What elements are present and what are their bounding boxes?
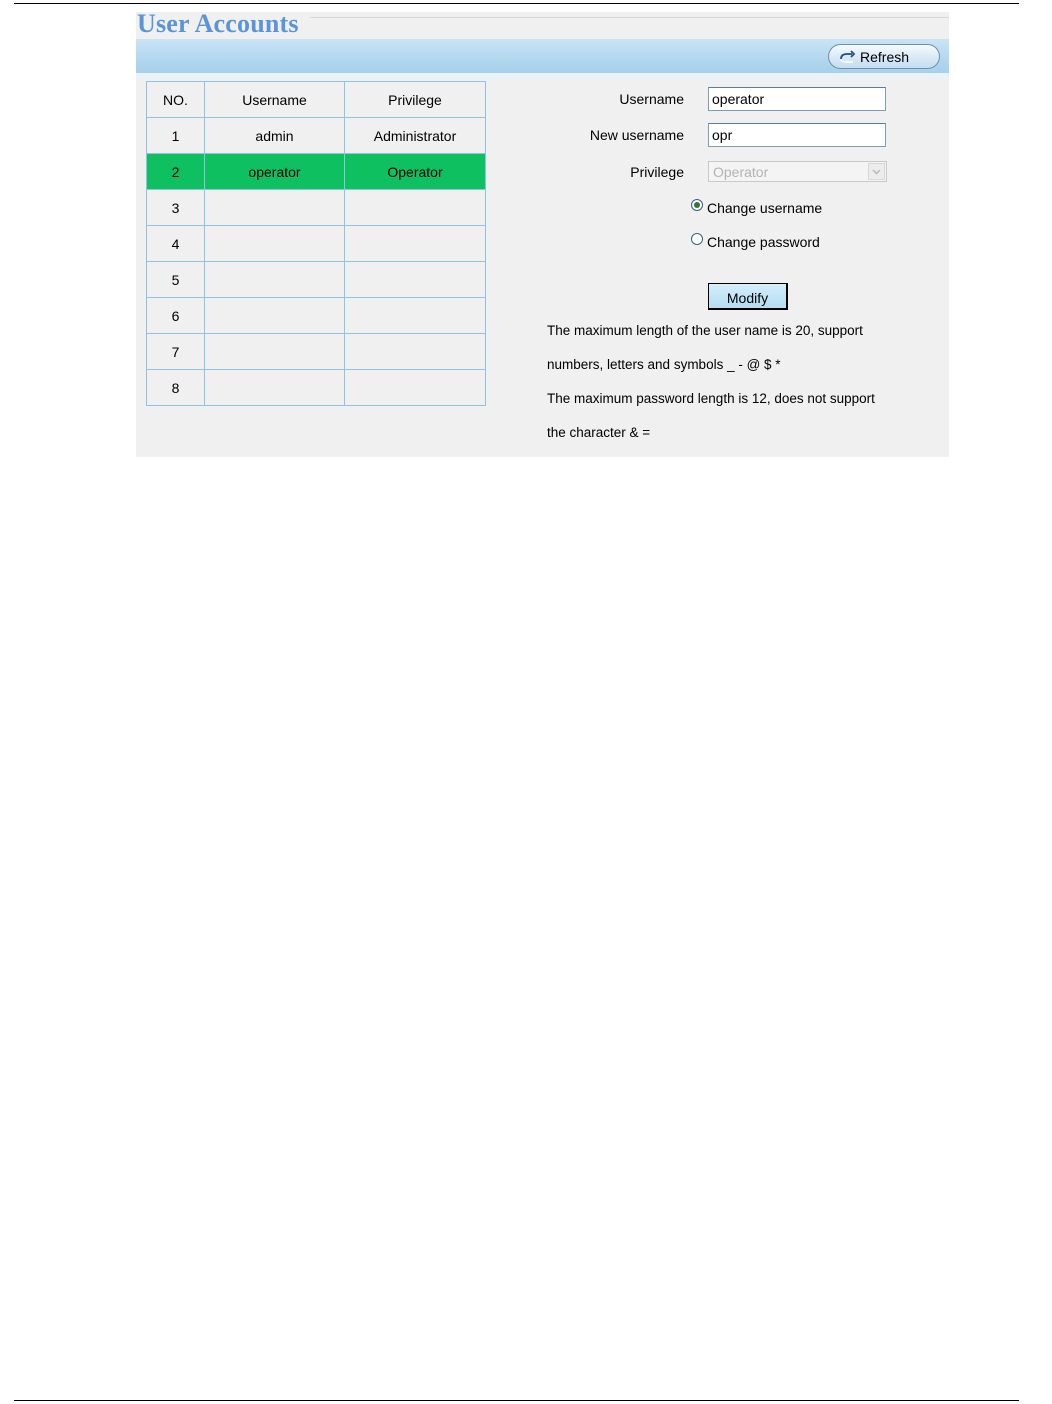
note-line: the character & = [547,425,651,440]
change-password-radio[interactable] [691,233,703,245]
refresh-arrow-icon [839,50,855,64]
row-no: 1 [147,118,205,154]
new-username-label: New username [589,127,684,143]
row-no: 6 [147,298,205,334]
row-privilege [345,334,486,370]
row-no: 7 [147,334,205,370]
privilege-label: Privilege [630,164,684,180]
table-row[interactable] [147,262,486,298]
note-line: The maximum password length is 12, does not support [547,391,875,406]
row-privilege [345,262,486,298]
note-line: numbers, letters and symbols _ - @ $ * [547,357,781,372]
table-header-row [147,82,486,118]
change-username-label[interactable]: Change username [707,200,823,216]
table-row[interactable] [147,298,486,334]
change-username-radio[interactable] [691,199,703,211]
privilege-select[interactable] [708,161,887,182]
radio-selected-dot [694,202,700,208]
row-no: 3 [147,190,205,226]
title-divider [310,17,949,18]
new-username-field[interactable] [708,123,886,147]
refresh-label: Refresh [860,49,910,65]
note-line: The maximum length of the user name is 20, support [547,323,863,338]
row-no: 2 [147,154,205,190]
row-username: operator [205,154,345,190]
row-privilege [345,370,486,406]
bottom-rule [14,1400,1019,1401]
row-no: 4 [147,226,205,262]
row-no: 5 [147,262,205,298]
row-username [205,334,345,370]
row-username [205,370,345,406]
page-title: User Accounts [137,9,299,38]
table-row[interactable] [147,190,486,226]
row-username: admin [205,118,345,154]
username-label: Username [619,91,684,107]
privilege-select-value: Operator [713,164,769,180]
refresh-button[interactable] [828,44,940,69]
row-username [205,226,345,262]
modify-button[interactable]: Modify [708,283,788,310]
row-no: 8 [147,370,205,406]
row-privilege: Administrator [345,118,486,154]
row-privilege [345,190,486,226]
table-row[interactable] [147,226,486,262]
row-privilege: Operator [345,154,486,190]
row-privilege [345,298,486,334]
row-username [205,190,345,226]
chevron-down-icon [868,163,885,180]
header-no: NO. [147,82,205,118]
top-rule [14,3,1019,4]
username-field[interactable] [708,87,886,111]
header-username: Username [205,82,345,118]
row-username [205,262,345,298]
change-password-label[interactable]: Change password [707,234,820,250]
row-username [205,298,345,334]
table-row[interactable] [147,334,486,370]
table-row[interactable] [147,118,486,154]
header-privilege: Privilege [345,82,486,118]
table-row-selected[interactable] [147,154,486,190]
row-privilege [345,226,486,262]
table-row[interactable] [147,370,486,406]
user-table [146,81,486,406]
